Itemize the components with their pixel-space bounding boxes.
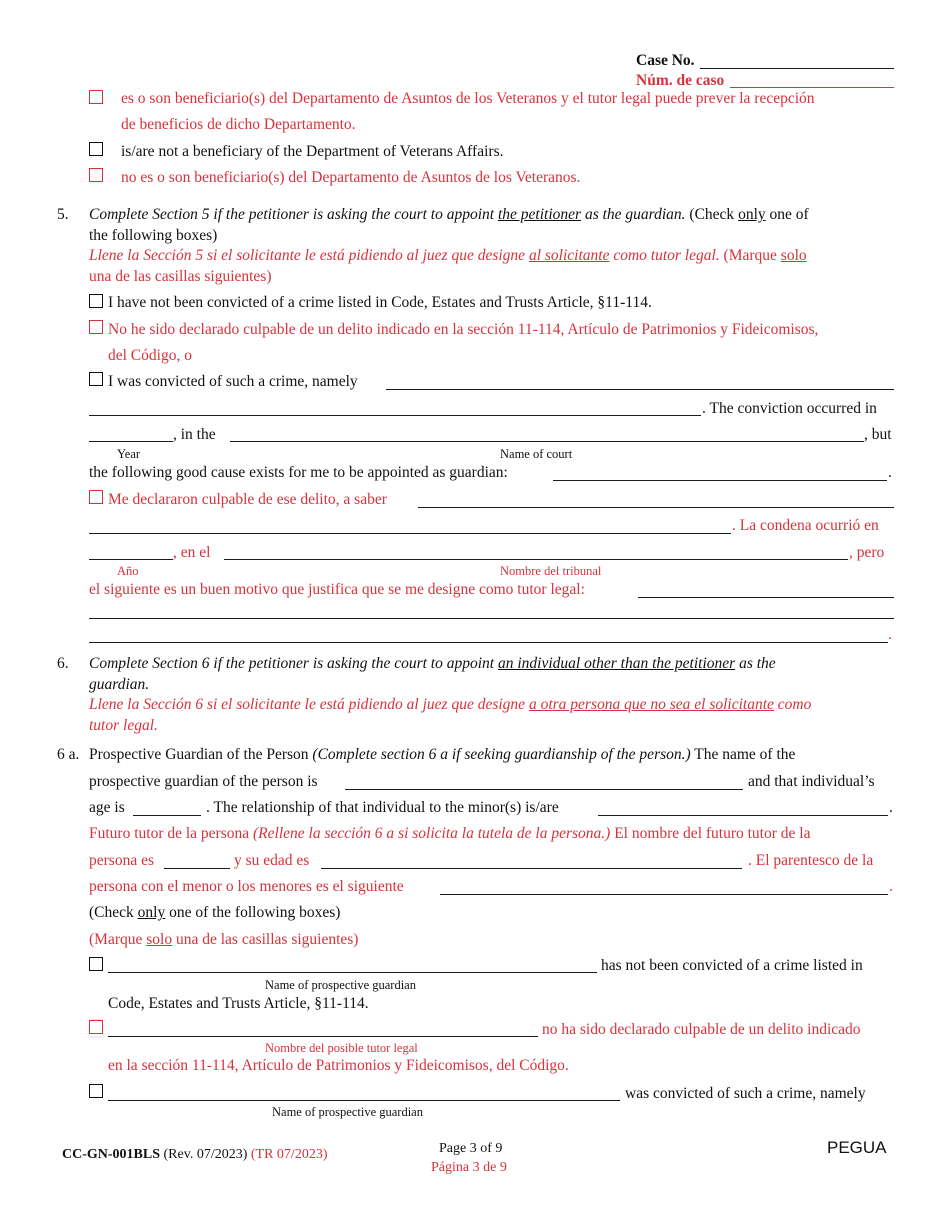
va-option-es-2: no es o son beneficiario(s) del Departamento de Asuntos de los Veteranos.	[121, 169, 581, 186]
relationship-input[interactable]	[598, 815, 888, 816]
guardian-not-convicted-line-2: Code, Estates and Trusts Article, §11-114.	[108, 995, 369, 1012]
section-6a-number: 6 a.	[57, 746, 80, 763]
conviction-year-es-input[interactable]	[89, 559, 173, 560]
prospective-guardian-text: prospective guardian of the person is	[89, 773, 318, 790]
persona-es-text: persona es	[89, 852, 154, 869]
footer-page-number: Page 3 of 9	[439, 1141, 503, 1156]
crime-name-input[interactable]	[386, 389, 894, 390]
crime-name-es-input[interactable]	[418, 507, 894, 508]
section-6-number: 6.	[57, 655, 69, 672]
prospective-guardian-name-input[interactable]	[345, 789, 743, 790]
conviction-occurred-text: . The conviction occurred in	[702, 400, 877, 417]
good-cause-period: .	[888, 464, 892, 481]
was-convicted-checkbox[interactable]	[89, 372, 103, 386]
guardian-was-convicted-text: was convicted of such a crime, namely	[625, 1085, 866, 1102]
court-caption: Name of court	[500, 447, 573, 461]
guardian-age-es-input[interactable]	[321, 868, 742, 869]
guardian-name-input-2[interactable]	[108, 1100, 620, 1101]
guardian-not-convicted-es-text: no ha sido declarado culpable de un delito indicado	[542, 1021, 861, 1038]
guardian-name-input[interactable]	[108, 972, 597, 973]
relationship-es-period: .	[889, 878, 893, 895]
marque-solo-text: (Marque solo una de las casillas siguientes)	[89, 931, 359, 948]
check-only-text: (Check only one of the following boxes)	[89, 904, 341, 921]
section-6a-heading-es: Futuro tutor de la persona (Rellene la sección 6 a si solicita la tutela de la persona.) El nombre del futuro tutor de la	[89, 825, 811, 842]
en-el-text: , en el	[173, 544, 211, 561]
case-no-input[interactable]	[700, 68, 894, 69]
edad-es-text: y su edad es	[234, 852, 310, 869]
case-no-input-es[interactable]	[730, 87, 894, 88]
footer-pegua-label: PEGUA	[827, 1138, 887, 1157]
va-not-beneficiary-checkbox[interactable]	[89, 142, 103, 156]
guardian-name-es-input[interactable]	[164, 868, 230, 869]
court-name-input[interactable]	[230, 441, 864, 442]
not-convicted-checkbox[interactable]	[89, 294, 103, 308]
section-6-instruction-line-2: guardian.	[89, 676, 150, 693]
motivo-input-line-2[interactable]	[89, 618, 894, 619]
was-convicted-es-text: Me declararon culpable de ese delito, a saber	[108, 491, 387, 508]
footer-page-number-es: Página 3 de 9	[431, 1160, 507, 1175]
relationship-text: . The relationship of that individual to the minor(s) is/are	[206, 799, 559, 816]
case-no-label-es: Núm. de caso	[636, 72, 725, 89]
not-convicted-es-line-2: del Código, o	[108, 347, 192, 364]
section-5-instruction-es-line-2: una de las casillas siguientes)	[89, 268, 272, 285]
section-5-number: 5.	[57, 206, 69, 223]
section-6a-heading: Prospective Guardian of the Person (Complete section 6 a if seeking guardianship of the person.) The name of the	[89, 746, 796, 763]
conviction-year-input[interactable]	[89, 441, 173, 442]
guardian-not-convicted-checkbox[interactable]	[89, 957, 103, 971]
parentesco-text: . El parentesco de la	[748, 852, 874, 869]
footer-form-id: CC-GN-001BLS (Rev. 07/2023) (TR 07/2023)	[62, 1147, 328, 1162]
va-option-es-1-line-2: de beneficios de dicho Departamento.	[121, 116, 356, 133]
section-5-instruction: Complete Section 5 if the petitioner is asking the court to appoint the petitioner as the guardian. (Check only one of	[89, 206, 809, 223]
but-text: , but	[864, 426, 892, 443]
motivo-input[interactable]	[638, 597, 894, 598]
va-beneficiary-es-checkbox[interactable]	[89, 90, 103, 104]
crime-name-input-line-2[interactable]	[89, 415, 701, 416]
court-name-es-input[interactable]	[224, 559, 848, 560]
ano-caption: Año	[117, 564, 139, 578]
case-no-label: Case No.	[636, 52, 695, 69]
pero-text: , pero	[849, 544, 885, 561]
guardian-name-caption-2: Name of prospective guardian	[272, 1105, 423, 1119]
guardian-not-convicted-text: has not been convicted of a crime listed in	[601, 957, 863, 974]
menores-text: persona con el menor o los menores es el siguiente	[89, 878, 404, 895]
individuals-text: and that individual’s	[748, 773, 875, 790]
section-6-instruction-es-line-2: tutor legal.	[89, 717, 158, 734]
section-6-instruction: Complete Section 6 if the petitioner is asking the court to appoint an individual other than the petitioner as the	[89, 655, 776, 672]
va-option-es-1-line-1: es o son beneficiario(s) del Departamento de Asuntos de los Veteranos y el tutor legal puede prever la recepción	[121, 90, 815, 107]
va-not-beneficiary-es-checkbox[interactable]	[89, 168, 103, 182]
motivo-period: .	[888, 626, 892, 643]
section-5-instruction-line-2: the following boxes)	[89, 227, 218, 244]
motivo-text: el siguiente es un buen motivo que justifica que se me designe como tutor legal:	[89, 581, 585, 598]
not-convicted-text: I have not been convicted of a crime listed in Code, Estates and Trusts Article, §11-114.	[108, 294, 652, 311]
section-6-instruction-es: Llene la Sección 6 si el solicitante le está pidiendo al juez que designe a otra persona que no sea el solicitante como	[89, 696, 812, 713]
section-5-instruction-es: Llene la Sección 5 si el solicitante le está pidiendo al juez que designe al solicitante como tutor legal. (Marque solo	[89, 247, 807, 264]
good-cause-input[interactable]	[553, 480, 887, 481]
guardian-name-es-input[interactable]	[108, 1036, 538, 1037]
guardian-age-input[interactable]	[133, 815, 201, 816]
relationship-period: .	[889, 799, 893, 816]
guardian-name-es-caption: Nombre del posible tutor legal	[265, 1041, 418, 1055]
was-convicted-es-checkbox[interactable]	[89, 490, 103, 504]
not-convicted-es-line-1: No he sido declarado culpable de un delito indicado en la sección 11-114, Artículo de Patrimonios y Fideicomisos,	[108, 321, 819, 338]
guardian-name-caption: Name of prospective guardian	[265, 978, 416, 992]
guardian-not-convicted-es-line-2: en la sección 11-114, Artículo de Patrimonios y Fideicomisos, del Código.	[108, 1057, 569, 1074]
age-is-text: age is	[89, 799, 125, 816]
was-convicted-text: I was convicted of such a crime, namely	[108, 373, 358, 390]
good-cause-text: the following good cause exists for me to be appointed as guardian:	[89, 464, 508, 481]
guardian-was-convicted-checkbox[interactable]	[89, 1084, 103, 1098]
motivo-input-line-3[interactable]	[89, 642, 888, 643]
va-option-en-2: is/are not a beneficiary of the Department of Veterans Affairs.	[121, 143, 504, 160]
year-caption: Year	[117, 447, 141, 461]
tribunal-caption: Nombre del tribunal	[500, 564, 602, 578]
guardian-not-convicted-es-checkbox[interactable]	[89, 1020, 103, 1034]
relationship-es-input[interactable]	[440, 894, 888, 895]
condena-text: . La condena ocurrió en	[732, 517, 879, 534]
in-the-text: , in the	[173, 426, 216, 443]
crime-name-es-input-line-2[interactable]	[89, 533, 731, 534]
not-convicted-es-checkbox[interactable]	[89, 320, 103, 334]
